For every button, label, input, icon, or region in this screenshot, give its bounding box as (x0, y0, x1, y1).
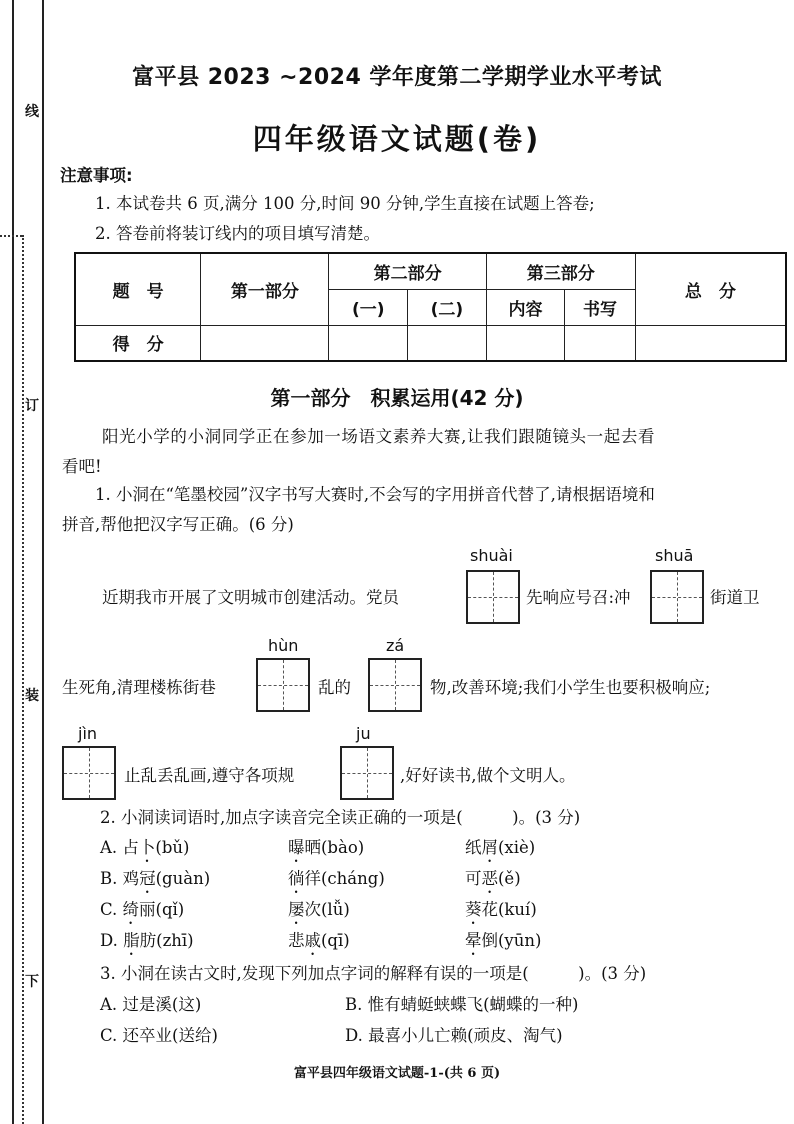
score-cell-part2-2[interactable] (408, 325, 487, 361)
q2-option-label: D. (100, 931, 124, 950)
q2-word-part: 鸡 (122, 869, 140, 888)
header-total: 总 分 (635, 253, 786, 325)
header-part3-content: 内容 (486, 289, 565, 325)
section1-heading: 第一部分 积累运用(42 分) (270, 386, 524, 410)
score-row-label: 得 分 (75, 325, 201, 361)
q2-option-a-word-2 (288, 836, 364, 866)
pinyin-jin: jìn (78, 724, 98, 743)
q2-word-part: 纸 (465, 838, 482, 857)
q3-option-d-text: D. 最喜小儿亡赖(顽皮、淘气) (345, 1026, 563, 1045)
binding-char-xian: 线 (25, 104, 39, 120)
pinyin-za: zá (386, 636, 405, 655)
q2-word-part: (lǚ) (321, 900, 350, 919)
q1-row3-text2: ,好好读书,做个文明人。 (400, 766, 576, 785)
q2-option-d-word-1 (100, 929, 194, 959)
q2-word-part: 冠 (139, 869, 156, 888)
q2-option-c-word-3 (465, 898, 537, 928)
answer-box-shua[interactable] (650, 570, 704, 624)
q2-option-b-word-1 (100, 867, 210, 897)
header-part2-1: (一) (329, 289, 408, 325)
score-cell-part3-content[interactable] (486, 325, 565, 361)
q1-row1-text2: 先响应号召:冲 (526, 588, 631, 607)
q2-word-part: 悲 (288, 931, 305, 950)
q2-option-c-word-2 (288, 898, 350, 928)
q2-word-part: (zhī) (156, 931, 194, 950)
q2-option-b-word-2 (288, 867, 385, 897)
q2-word-part: 卜 (138, 838, 156, 857)
q1-row2-text2: 乱的 (318, 678, 351, 697)
q2-word-part: 屡 (288, 900, 305, 919)
q2-option-label: B. (100, 869, 123, 888)
pinyin-hun: hùn (268, 636, 299, 655)
q2-word-part: 肪 (139, 931, 157, 950)
header-part1: 第一部分 (201, 253, 329, 325)
q2-word-part: (guàn) (155, 869, 211, 888)
binding-char-xia: 下 (25, 974, 39, 990)
binding-line-outer (12, 0, 14, 1124)
q2-option-a-word-3 (465, 836, 535, 866)
pinyin-shuai: shuài (470, 546, 513, 565)
q2-word-part: (bǔ) (155, 838, 190, 857)
binding-char-ding: 订 (25, 398, 39, 414)
answer-box-za[interactable] (368, 658, 422, 712)
q3-option-a (100, 993, 201, 1017)
q2-option-c-word-1 (100, 898, 184, 928)
q2-word-part: (bào) (321, 838, 365, 857)
score-cell-part2-1[interactable] (329, 325, 408, 361)
notice-item-1: 1. 本试卷共 6 页,满分 100 分,时间 90 分钟,学生直接在试题上答卷; (95, 194, 595, 213)
notice-heading: 注意事项: (60, 166, 133, 185)
score-cell-total[interactable] (635, 325, 786, 361)
answer-box-hun[interactable] (256, 658, 310, 712)
q2-word-part: 丽 (139, 900, 156, 919)
q2-word-part: 脂 (123, 931, 140, 950)
q2-word-part: 葵 (465, 900, 482, 919)
q2-option-d-word-3 (465, 929, 541, 959)
pinyin-ju: ju (356, 724, 371, 743)
answer-box-jin[interactable] (62, 746, 116, 800)
q2-word-part: 绮 (122, 900, 140, 919)
q1-row3-text1: 止乱丢乱画,遵守各项规 (124, 766, 295, 785)
q3-stem: 3. 小洞在读古文时,发现下列加点字词的解释有误的一项是( )。(3 分) (100, 964, 647, 983)
exam-title: 富平县 2023 ~2024 学年度第二学期学业水平考试 (132, 65, 662, 90)
q3-option-b (345, 993, 579, 1017)
q2-word-part: 晕 (465, 931, 482, 950)
score-cell-part1[interactable] (201, 325, 329, 361)
q2-word-part: 可 (465, 869, 482, 888)
q1-row1-text3: 街道卫 (710, 588, 760, 607)
q2-word-part: (cháng) (321, 869, 385, 888)
pinyin-shua: shuā (655, 546, 694, 565)
q1-row1-text1: 近期我市开展了文明城市创建活动。党员 (102, 588, 399, 607)
q1-stem-1: 1. 小洞在“笔墨校园”汉字书写大赛时,不会写的字用拼音代替了,请根据语境和 (95, 485, 655, 504)
binding-dotted-line (22, 235, 24, 1124)
score-table (74, 252, 787, 362)
q2-word-part: 晒 (304, 838, 321, 857)
header-part2: 第二部分 (329, 253, 486, 289)
q2-word-part: 屑 (481, 838, 498, 857)
page-footer: 富平县四年级语文试题-1-(共 6 页) (293, 1066, 501, 1081)
q1-stem-2: 拼音,帮他把汉字写正确。(6 分) (62, 515, 294, 534)
q2-word-part: 恶 (481, 869, 498, 888)
q3-option-d (345, 1024, 563, 1048)
q2-option-label: C. (100, 900, 123, 919)
q2-option-d-word-2 (288, 929, 350, 959)
q2-word-part: 曝 (288, 838, 305, 857)
q2-word-part: 徜 (288, 869, 305, 888)
header-part2-2: (二) (408, 289, 487, 325)
q2-word-part: (qǐ) (155, 900, 185, 919)
q2-word-part: 次 (304, 900, 321, 919)
q2-word-part: (ě) (498, 869, 521, 888)
q2-option-b-word-3 (465, 867, 521, 897)
q3-option-c-text: C. 还卒业(送给) (100, 1026, 218, 1045)
header-part3: 第三部分 (486, 253, 635, 289)
q2-word-part: (yūn) (498, 931, 542, 950)
answer-box-shuai[interactable] (466, 570, 520, 624)
paper-title: 四年级语文试题(卷) (252, 122, 542, 156)
header-question-no: 题 号 (75, 253, 201, 325)
section1-intro-2: 看吧! (62, 457, 102, 476)
q2-word-part: 花 (481, 900, 498, 919)
q2-word-part: 倒 (481, 931, 498, 950)
q2-option-label: A. (100, 838, 123, 857)
notice-item-2: 2. 答卷前将装订线内的项目填写清楚。 (95, 224, 380, 243)
q2-option-a-word-1 (100, 836, 189, 866)
q2-word-part: (qī) (321, 931, 350, 950)
binding-dotted-cap (0, 235, 22, 237)
q2-word-part: 占 (122, 838, 139, 857)
q2-word-part: (xiè) (498, 838, 536, 857)
q3-option-b-text: B. 惟有蜻蜓蛱蝶飞(蝴蝶的一种) (345, 995, 579, 1014)
q2-stem: 2. 小洞读词语时,加点字读音完全读正确的一项是( )。(3 分) (100, 808, 581, 827)
q1-row2-text3: 物,改善环境;我们小学生也要积极响应; (430, 678, 711, 697)
q1-row2-text1: 生死角,清理楼栋街巷 (62, 678, 216, 697)
binding-char-zhuang: 装 (25, 688, 39, 704)
q2-word-part: (kuí) (498, 900, 537, 919)
q3-option-a-text: A. 过是溪(这) (100, 995, 202, 1014)
binding-line-inner (42, 0, 44, 1124)
q2-word-part: 徉 (304, 869, 321, 888)
q3-option-c (100, 1024, 218, 1048)
header-part3-writing: 书写 (565, 289, 636, 325)
answer-box-ju[interactable] (340, 746, 394, 800)
section1-intro-1: 阳光小学的小洞同学正在参加一场语文素养大赛,让我们跟随镜头一起去看 (102, 427, 656, 446)
q2-word-part: 戚 (304, 931, 321, 950)
score-cell-part3-writing[interactable] (565, 325, 636, 361)
